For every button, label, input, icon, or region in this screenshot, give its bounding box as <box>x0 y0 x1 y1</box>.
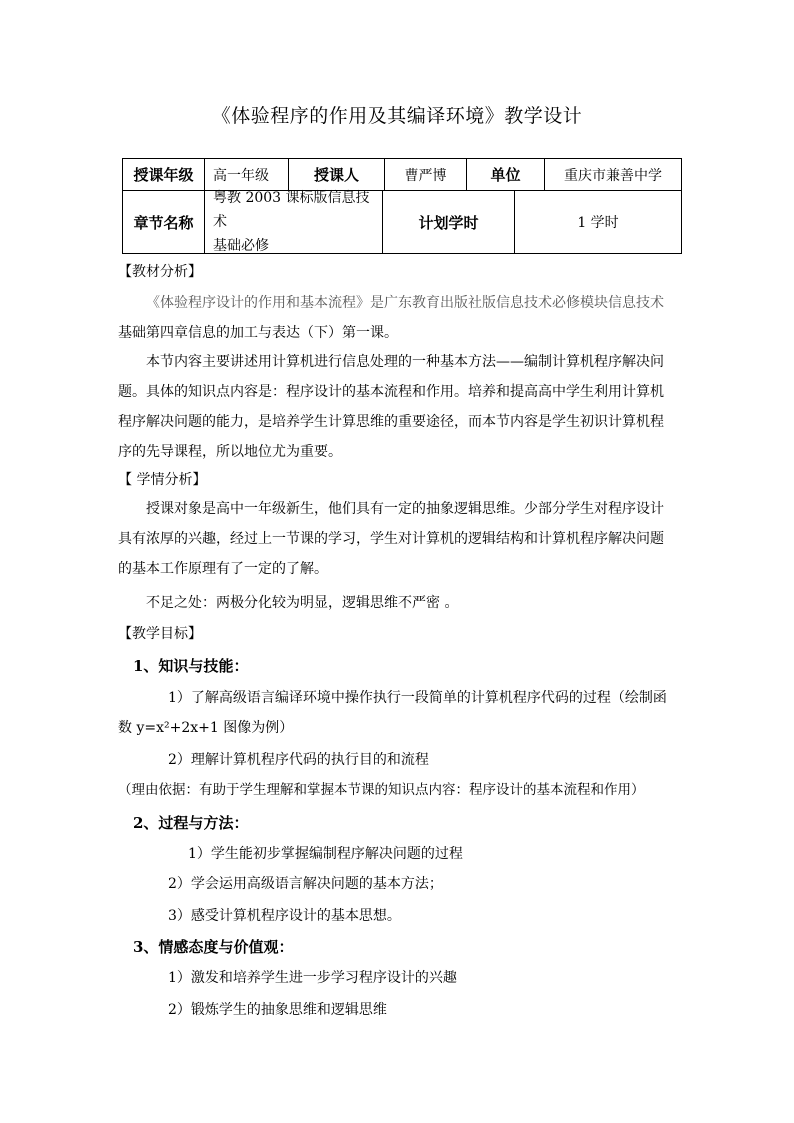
unit-value: 重庆市兼善中学 <box>564 167 662 184</box>
info-table-row-1 <box>122 158 682 191</box>
page-title: 《体验程序的作用及其编译环境》教学设计 <box>211 105 583 127</box>
student-paragraph-2: 不足之处：两极分化较为明显，逻辑思维不严密 。 <box>146 595 459 611</box>
goal-1-heading: 1、知识与技能： <box>133 657 249 675</box>
goal-3-heading: 3、情感态度与价值观： <box>133 938 294 956</box>
chapter-label: 章节名称 <box>123 191 205 253</box>
plan-hours-value: 1 学时 <box>577 215 619 231</box>
material-paragraph-2-line-1: 本节内容主要讲述用计算机进行信息处理的一种基本方法——编制计算机程序解决问 <box>146 354 664 370</box>
goal-1-item-2: 2）理解计算机程序代码的执行目的和流程 <box>168 752 429 768</box>
goal-2-heading: 2、过程与方法： <box>133 814 249 832</box>
student-paragraph-1-line-1: 授课对象是高中一年级新生，他们具有一定的抽象逻辑思维。少部分学生对程序设计 <box>146 501 664 517</box>
goal-1-item-1-line-1: 1）了解高级语言编译环境中操作执行一段简单的计算机程序代码的过程（绘制函 <box>168 690 667 706</box>
goal-2-item-1: 1）学生能初步掌握编制程序解决问题的过程 <box>188 846 463 862</box>
grade-label: 授课年级 <box>123 159 205 190</box>
student-paragraph-1-line-3: 的基本工作原理有了一定的了解。 <box>118 561 328 577</box>
section-head-goals: 【教学目标】 <box>118 626 202 642</box>
chapter-value-line-1: 粤教 2003 课标版信息技术 <box>213 190 370 230</box>
section-head-student: 【 学情分析】 <box>118 472 207 488</box>
info-table-row-2 <box>122 190 682 254</box>
material-paragraph-1-line-1: 《体验程序设计的作用和基本流程》是广东教育出版社版信息技术必修模块信息技术 <box>146 295 664 311</box>
teacher-label: 授课人 <box>289 159 385 190</box>
goal-1-reason: （理由依据：有助于学生理解和掌握本节课的知识点内容：程序设计的基本流程和作用） <box>118 782 645 798</box>
chapter-value-line-2: 基础必修 <box>213 238 269 254</box>
material-paragraph-1-line-2: 基础第四章信息的加工与表达（下）第一课。 <box>118 325 398 341</box>
plan-hours-label: 计划学时 <box>383 191 515 253</box>
material-paragraph-2-line-2: 题。具体的知识点内容是：程序设计的基本流程和作用。培养和提高高中学生利用计算机 <box>118 384 664 400</box>
goal-3-item-2: 2）锻炼学生的抽象思维和逻辑思维 <box>168 1002 387 1018</box>
unit-label: 单位 <box>467 159 545 190</box>
grade-value: 高一年级 <box>205 159 289 190</box>
goal-3-item-1: 1）激发和培养学生进一步学习程序设计的兴趣 <box>168 970 457 986</box>
goal-2-item-3: 3）感受计算机程序设计的基本思想。 <box>168 908 401 924</box>
section-head-material: 【教材分析】 <box>118 264 202 280</box>
material-paragraph-2-line-3: 程序解决问题的能力，是培养学生计算思维的重要途径，而本节内容是学生初识计算机程 <box>118 414 664 430</box>
chapter-value <box>205 191 383 253</box>
goal-2-item-2: 2）学会运用高级语言解决问题的基本方法； <box>168 876 443 892</box>
material-paragraph-2-line-4: 序的先导课程，所以地位尤为重要。 <box>118 444 342 460</box>
student-paragraph-1-line-2: 具有浓厚的兴趣，经过上一节课的学习，学生对计算机的逻辑结构和计算机程序解决问题 <box>118 531 664 547</box>
teacher-value: 曹严博 <box>385 159 467 190</box>
goal-1-item-1-line-2: 数 y=x²+2x+1 图像为例） <box>118 720 294 736</box>
